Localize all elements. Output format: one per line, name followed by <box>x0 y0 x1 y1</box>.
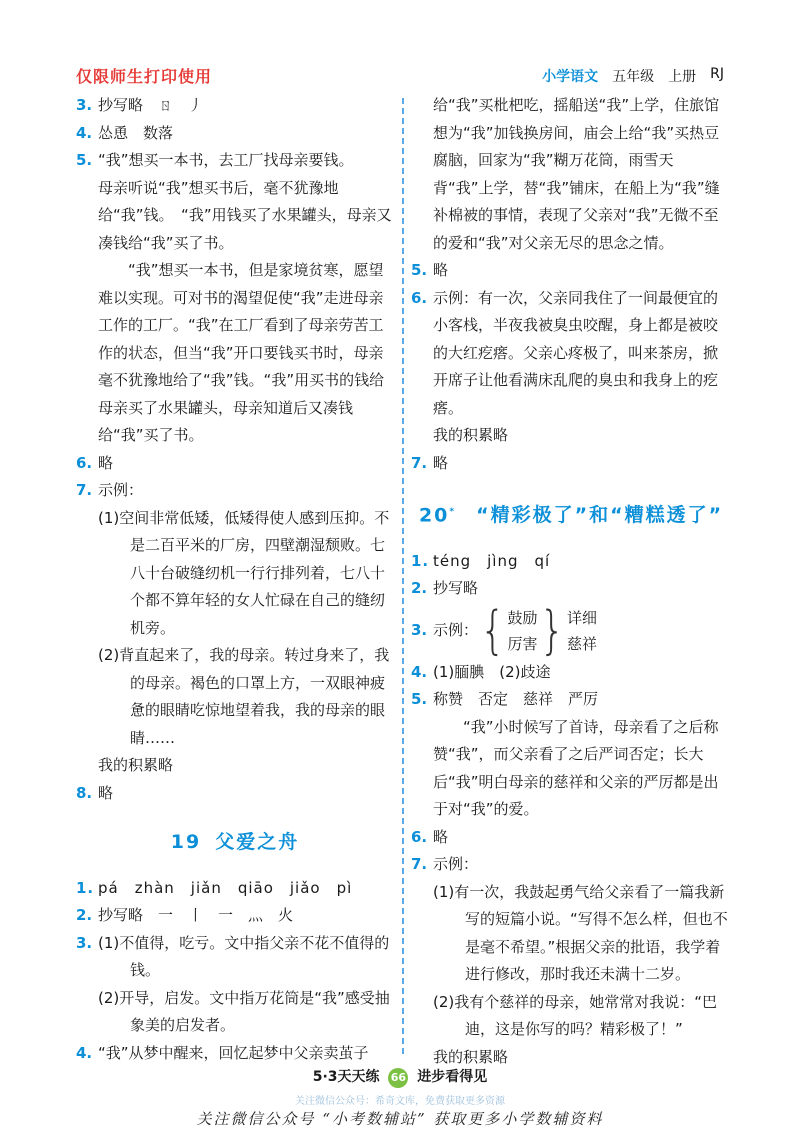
answer-item: 6. 略 <box>76 453 114 472</box>
answer-item: 6. 略 <box>411 827 449 846</box>
answer-text: 母亲听说“我”想买书后，毫不犹豫地给“我”钱。 “我”用钱买了水果罐头，母亲又凑钱给“我”买了书。 <box>98 178 392 252</box>
answer-item: 6. 示例：有一次，父亲同我住了一间最便宜的小客栈，半夜我被臭虫咬醒，身上都是被咬的大红疙瘩。父亲心疼极了，叫来茶房，掀开席子让他看满床乱爬的臭虫和我身上的疙瘩。 <box>411 288 719 417</box>
answer-item: 5. 称赞 否定 慈祥 严厉 <box>411 690 599 709</box>
answer-item: 7. 示例： <box>411 855 479 874</box>
answer-item: 2. 抄写略 一 丨 一 灬 火 <box>76 906 294 924</box>
answer-paragraph: “我”小时候写了首诗，母亲看了之后称赞“我”，而父亲看了之后严词否定；长大后“我”明白母亲的慈祥和父亲的严厉都是出于对“我”的爱。 <box>433 717 719 819</box>
answer-item: 7. 略 <box>411 453 449 472</box>
answer-subitem: (1)空间非常低矮，低矮得使人感到压抑。不是二百平米的厂房，四壁潮湿颓败。七八十台破缝纫机一行行排列着，七八十个都不算年轻的女人忙碌在自己的缝纫机旁。 <box>98 508 390 637</box>
answer-item: 3. 示例： { 鼓励 厉害 } 详细 慈祥 <box>411 600 597 661</box>
series-name: 5·3天天练 <box>312 1069 380 1085</box>
word-group: { 鼓励 厉害 } 详细 慈祥 <box>480 600 597 661</box>
answer-item: 8. 略 <box>76 783 114 802</box>
answer-paragraph: “我”想买一本书，但是家境贫寒，愿望难以实现。可对书的渴望促使“我”走进母亲工作的工厂。“我”在工厂看到了母亲劳苦工作的状态，但当“我”开口要钱买书时，母亲毫不犹豫地给了“我”钱。“我”用买书的钱给母亲买了水果罐头，母亲知道后又凑钱给“我”买了书。 <box>98 261 385 444</box>
column-divider <box>402 98 404 1054</box>
book-info <box>542 66 724 86</box>
volume-label: 上册 <box>668 69 697 85</box>
print-notice: 仅限师生打印使用 <box>76 67 213 86</box>
answer-item: 5. 略 <box>411 261 449 279</box>
lesson-title: 20* “精彩极了”和“糟糕透了” <box>418 504 724 527</box>
answer-subitem: (2)我有个慈祥的母亲，她常常对我说：“巴迪，这是你写的吗？精彩极了！” <box>433 992 718 1039</box>
subject-label: 小学语文 <box>542 69 599 85</box>
page-number: 66 <box>388 1068 408 1088</box>
right-column <box>411 92 731 1071</box>
answer-subitem: (1)有一次，我鼓起勇气给父亲看了一篇我新写的短篇小说。“写得不怎么样，但也不是毫不希望。”根据父亲的批语，我学着进行修改，那时我还未满十二岁。 <box>433 882 728 984</box>
answer-subitem: 3. (1)不值得，吃亏。文中指父亲不花不值得的钱。 <box>76 933 390 979</box>
accumulation-note: 我的积累略 <box>433 1047 509 1066</box>
watermark-line: 关注微信公众号：希奇文库，免费获取更多资源 <box>295 1096 505 1107</box>
edition-label: RJ <box>710 66 724 82</box>
accumulation-note: 我的积累略 <box>98 756 174 774</box>
answer-subitem: (2)背直起来了，我的母亲。转过身来了，我的母亲。褐色的口罩上方，一双眼神疲惫的眼睛吃惊地望着我，我的母亲的眼睛…… <box>98 646 390 747</box>
brace-icon: { <box>480 600 506 661</box>
left-column <box>76 92 394 1067</box>
answer-item: 3. 抄写略 ㄖ 丿 <box>76 96 204 114</box>
accumulation-note: 我的积累略 <box>433 426 509 444</box>
answer-item: 5. “我”想买一本书，去工厂找母亲要钱。 <box>76 151 354 169</box>
answer-item: 1. pá zhàn jiǎn qiāo jiǎo pì <box>76 878 353 897</box>
grade-label: 五年级 <box>612 69 655 85</box>
answer-item: 2. 抄写略 <box>411 579 479 598</box>
page-footer <box>0 1066 800 1088</box>
answer-item: 1. téng jìng qí <box>411 551 551 570</box>
brace-icon: } <box>539 600 565 661</box>
answer-item: 4. (1)腼腆 (2)歧途 <box>411 662 551 681</box>
series-slogan: 进步看得见 <box>417 1069 488 1085</box>
answer-item: 7. 示例： <box>76 481 144 499</box>
answer-text: 给“我”买枇杷吃，摇船送“我”上学，住旅馆想为“我”加钱换房间，庙会上给“我”买热豆腐脑，回家为“我”糊万花筒，雨雪天背“我”上学，替“我”铺床，在船上为“我”缝补棉被的事情，表现了父亲对“我”无微不至的爱和“我”对父亲无尽的思念之情。 <box>433 96 720 252</box>
watermark-line: 关注微信公众号 “小考数辅站” 获取更多小学数辅资料 <box>196 1110 604 1128</box>
answer-item: 4. “我”从梦中醒来，回忆起梦中父亲卖茧子 <box>76 1043 369 1062</box>
answer-subitem: (2)开导，启发。文中指万花筒是“我”感受抽象美的启发者。 <box>98 988 390 1034</box>
answer-item: 4. 怂恿 数落 <box>76 123 174 142</box>
lesson-title: 19 父爱之舟 <box>170 831 300 853</box>
